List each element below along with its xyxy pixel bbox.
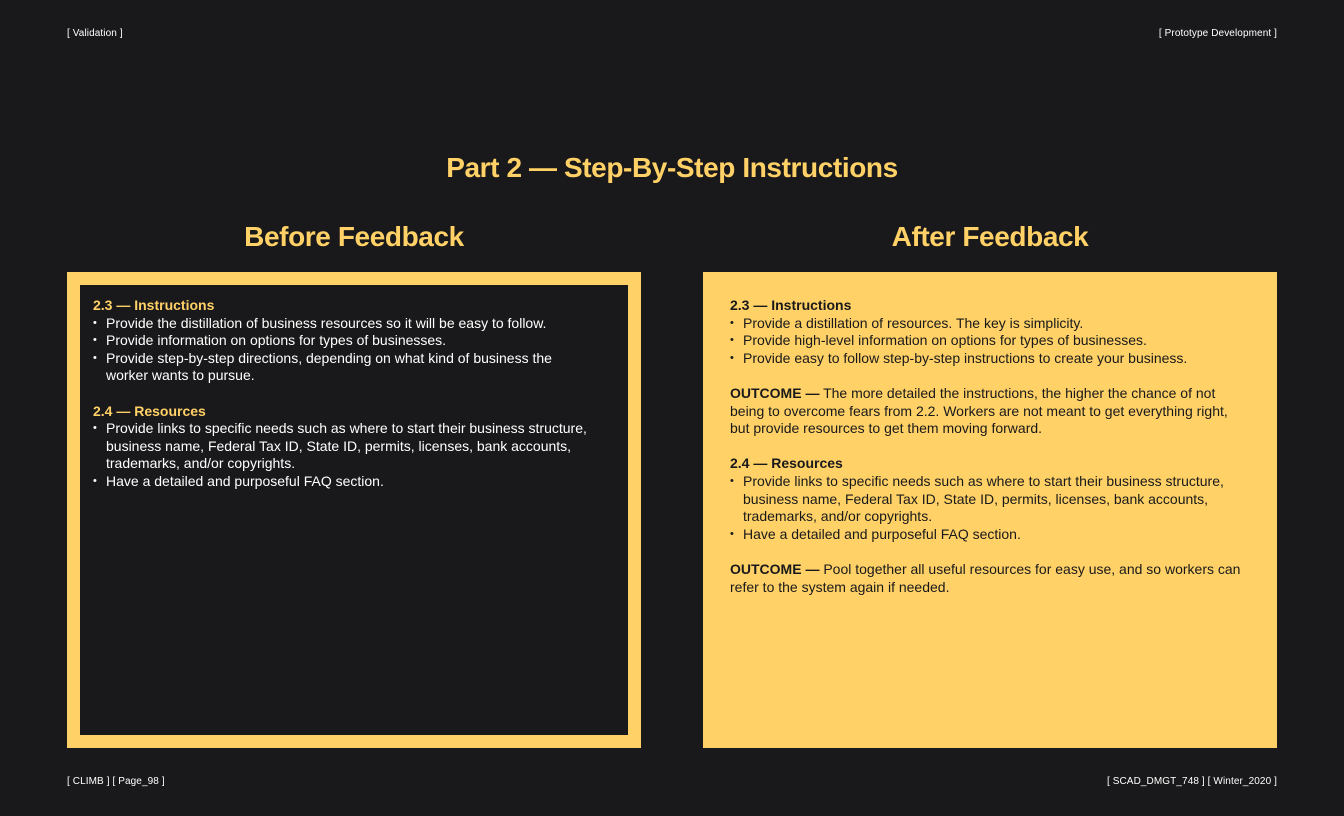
list-item: • Have a detailed and purposeful FAQ section. [730,526,1250,544]
list-item: • Provide information on options for types of businesses. [93,332,593,350]
list-item: • Provide a distillation of resources. The key is simplicity. [730,315,1250,333]
page-title: Part 2 — Step-By-Step Instructions [446,152,898,183]
after-instructions-list [730,315,1250,368]
before-feedback-heading: Before Feedback [244,221,464,252]
after-feedback-panel [703,272,1277,748]
list-item: • Provide easy to follow step-by-step instructions to create your business. [730,350,1250,368]
before-feedback-panel [67,272,641,748]
outcome-label: OUTCOME — [730,384,820,401]
after-resources-heading: 2.4 — Resources [730,455,843,472]
after-resources-list [730,473,1250,543]
after-instructions-heading: 2.3 — Instructions [730,297,852,313]
outcome-label: OUTCOME — [730,560,820,577]
list-item: • Provide the distillation of business resources so it will be easy to follow. [93,315,593,333]
outcome-paragraph [730,561,1250,596]
before-instructions-list [93,315,593,385]
footer-course-label: [ SCAD_DMGT_748 ] [ Winter_2020 ] [1106,776,1277,787]
list-item: • Have a detailed and purposeful FAQ section. [93,473,593,491]
before-resources-heading: 2.4 — Resources [93,402,206,419]
outcome-paragraph [730,385,1250,438]
before-resources-list [93,420,593,490]
after-feedback-heading: After Feedback [891,221,1089,252]
list-item: • Provide links to specific needs such as where to start their business structure, business name, Federal Tax ID, State ID, permits, licenses, bank accounts, trademarks, and/or copyrights. [93,420,593,473]
footer-page-label: [ CLIMB ] [ Page_98 ] [67,776,165,787]
list-item: • Provide high-level information on options for types of businesses. [730,332,1250,350]
header-chapter-label: [ Prototype Development ] [1158,28,1277,39]
outcome-text: Pool together all useful resources for easy use, and so workers can refer to the system again if needed. [730,560,1241,595]
list-item: • Provide step-by-step directions, depending on what kind of business the worker wants to pursue. [93,350,593,385]
list-item: • Provide links to specific needs such as where to start their business structure, business name, Federal Tax ID, State ID, permits, licenses, bank accounts, trademarks, and/or copyrights. [730,473,1250,526]
outcome-text: The more detailed the instructions, the higher the chance of not being to overcome fears from 2.2. Workers are not meant to get everything right, but provide resources to get them moving forward. [730,384,1228,437]
before-instructions-heading: 2.3 — Instructions [93,297,215,313]
header-section-label: [ Validation ] [67,28,123,39]
